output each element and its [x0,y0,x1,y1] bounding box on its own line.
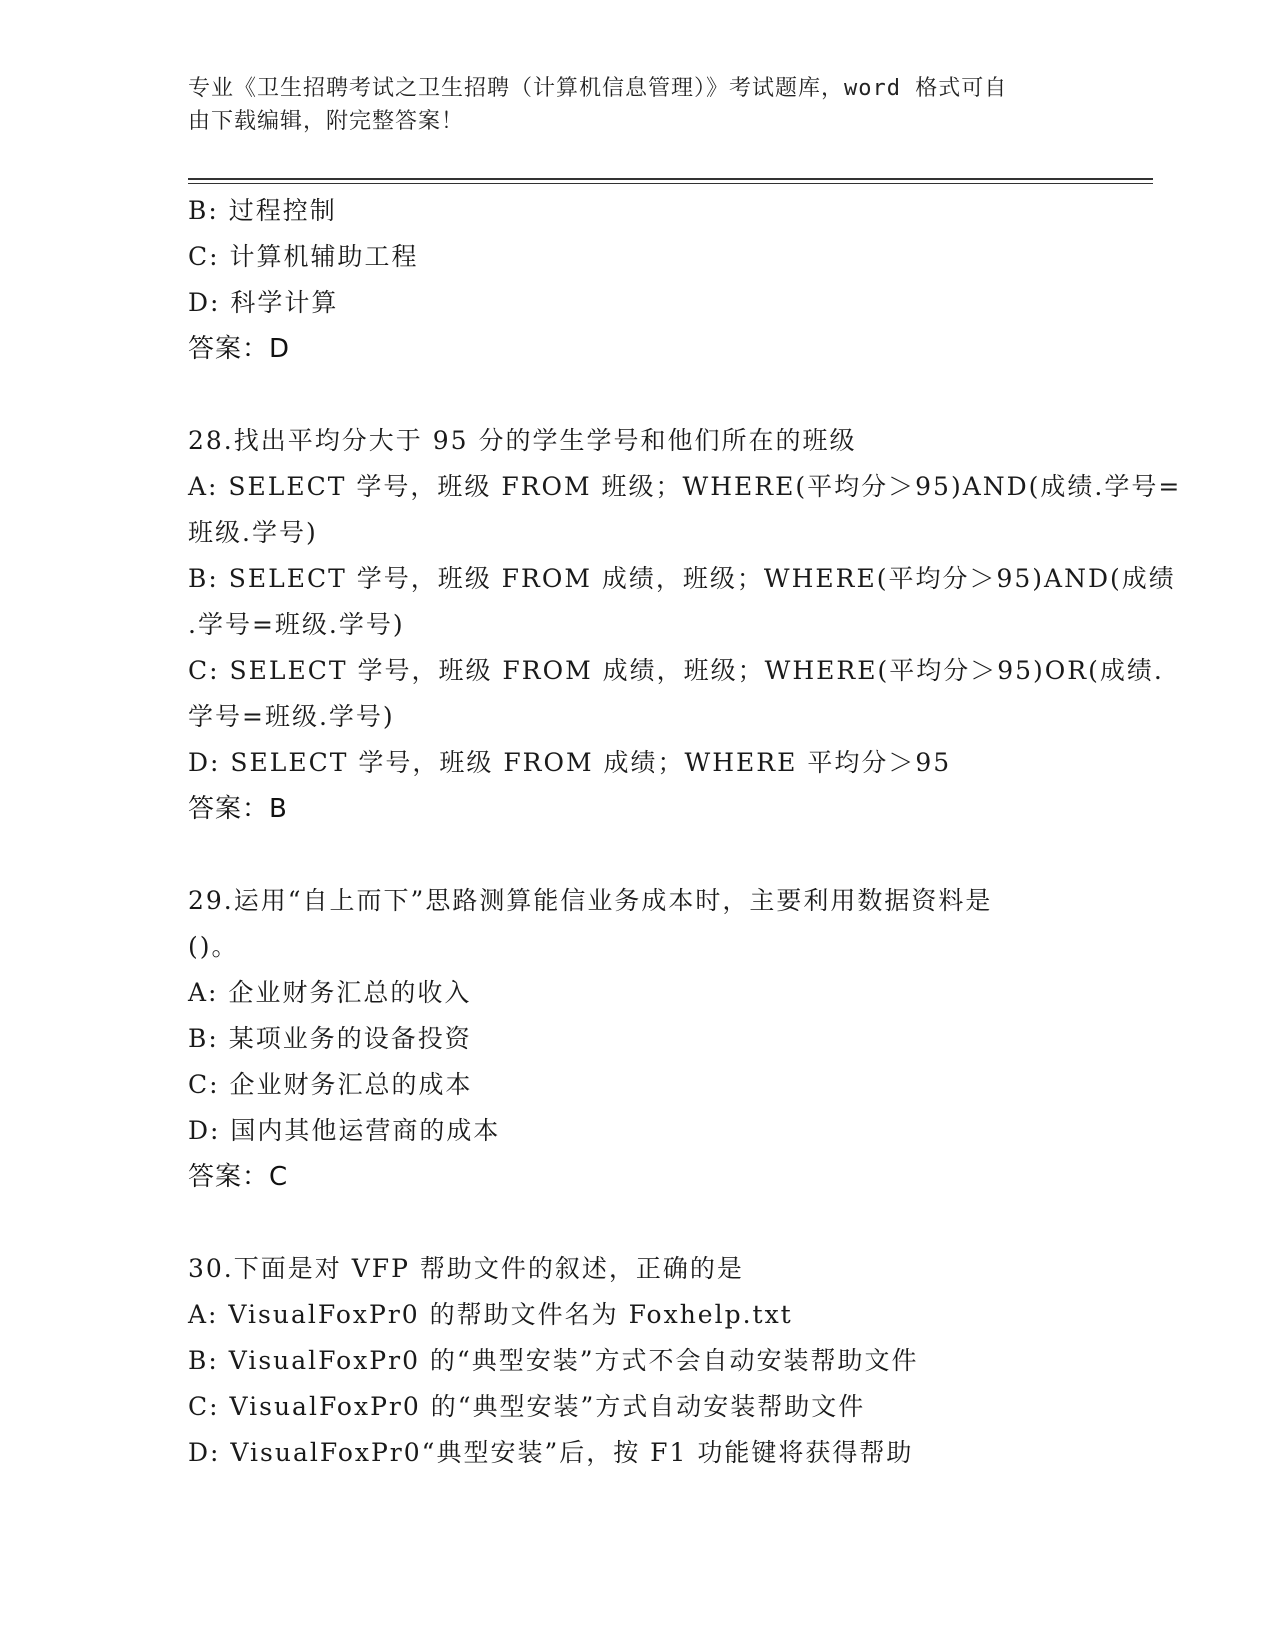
q28-option-a-line-1: A: SELECT 学号，班级 FROM 班级；WHERE(平均分＞95)AND(成绩.学号= [188,472,1182,501]
q28-option-d: D: SELECT 学号，班级 FROM 成绩；WHERE 平均分＞95 [188,748,952,777]
q27-option-b: B: 过程控制 [188,196,337,225]
q30-option-d: D: VisualFoxPr0“典型安装”后，按 F1 功能键将获得帮助 [188,1438,914,1467]
q27-answer: 答案：D [188,334,291,364]
q28-option-c-line-2: 学号=班级.学号) [188,702,395,731]
q30-option-c: C: VisualFoxPr0 的“典型安装”方式自动安装帮助文件 [188,1392,866,1421]
q28-answer: 答案：B [188,794,288,824]
q29-option-c: C: 企业财务汇总的成本 [188,1070,473,1099]
page-header [188,72,1068,138]
question-content [188,188,1182,1476]
question-29-block [188,878,1088,1200]
q27-option-d: D: 科学计算 [188,288,339,317]
q28-option-b-line-1: B: SELECT 学号，班级 FROM 成绩，班级；WHERE(平均分＞95)AND(成绩 [188,564,1176,593]
spacer [188,832,1088,878]
q29-option-a: A: 企业财务汇总的收入 [188,978,472,1007]
header-line-2: 由下载编辑，附完整答案！ [188,109,465,134]
header-divider-thin [188,183,1153,184]
q30-question: 30.下面是对 VFP 帮助文件的叙述，正确的是 [188,1254,744,1283]
spacer [188,1200,1088,1246]
q29-question-line-1: 29.运用“自上而下”思路测算能信业务成本时，主要利用数据资料是 [188,886,993,915]
q28-option-c-line-1: C: SELECT 学号，班级 FROM 成绩，班级；WHERE(平均分＞95)OR(成绩. [188,656,1164,685]
header-divider-thick [188,178,1153,180]
q30-option-b: B: VisualFoxPr0 的“典型安装”方式不会自动安装帮助文件 [188,1346,919,1375]
header-line-1: 专业《卫生招聘考试之卫生招聘（计算机信息管理）》考试题库，word 格式可自 [188,76,1008,101]
question-27-block [188,188,1088,372]
question-30-block [188,1246,1088,1476]
q28-option-a-line-2: 班级.学号) [188,518,318,547]
q28-option-b-line-2: .学号=班级.学号) [188,610,405,639]
q30-option-a: A: VisualFoxPr0 的帮助文件名为 Foxhelp.txt [188,1300,793,1329]
question-28-block [188,418,1182,832]
q29-option-b: B: 某项业务的设备投资 [188,1024,472,1053]
q29-option-d: D: 国内其他运营商的成本 [188,1116,501,1145]
q29-question-line-2: ()。 [188,932,239,961]
q27-option-c: C: 计算机辅助工程 [188,242,419,271]
q29-answer: 答案：C [188,1162,289,1192]
q28-question: 28.找出平均分大于 95 分的学生学号和他们所在的班级 [188,426,857,455]
spacer [188,372,1088,418]
